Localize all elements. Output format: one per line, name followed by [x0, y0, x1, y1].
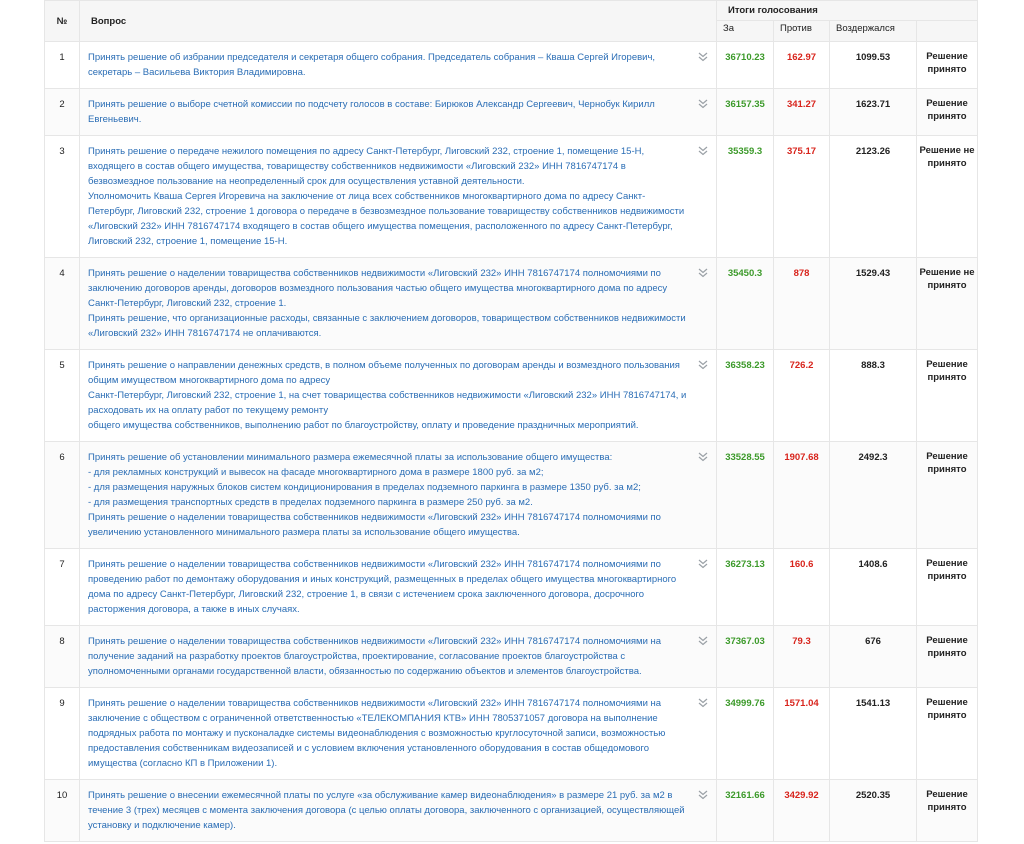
row-number: 5 [45, 350, 80, 442]
decision-result: Решение принято [917, 89, 978, 136]
table-row [45, 780, 978, 842]
row-number: 8 [45, 626, 80, 688]
table-row [45, 89, 978, 136]
double-chevron-down-icon[interactable] [697, 635, 709, 647]
question-text[interactable]: Принять решение об установлении минимального размера ежемесячной платы за использование общего имущества: - для рекламных конструкций и вывесок на фасаде многоквартирного дома в размере 1800 руб. за м2; - для размещения наружных блоков систем кондиционирования в пределах подземного паркинга в размере 1350 руб. за м2; - для размещения транспортных средств в пределах подземного паркинга в размере 250 руб. за м2. Принять решение о наделении товарищества собственников недвижимости «Лиговский 232» ИНН 7816747174 полномочиями по увеличению установленного минимального размера платы за использование общего имущества. [88, 452, 661, 538]
question-text[interactable]: Принять решение о выборе счетной комиссии по подсчету голосов в составе: Бирюков Александр Сергеевич, Чернобук Кирилл Евгеньевич. [88, 99, 655, 125]
votes-abstained: 2123.26 [830, 136, 917, 258]
votes-against: 162.97 [774, 42, 830, 89]
table-body [45, 42, 978, 842]
table-row [45, 350, 978, 442]
question-cell [80, 442, 717, 549]
table-row [45, 442, 978, 549]
question-cell [80, 42, 717, 89]
decision-result: Решение не принято [917, 136, 978, 258]
table-row [45, 258, 978, 350]
row-number: 1 [45, 42, 80, 89]
votes-against: 1907.68 [774, 442, 830, 549]
table-row [45, 688, 978, 780]
votes-against: 878 [774, 258, 830, 350]
question-cell [80, 258, 717, 350]
voting-results-table [44, 0, 978, 842]
double-chevron-down-icon[interactable] [697, 789, 709, 801]
question-cell [80, 688, 717, 780]
question-cell [80, 549, 717, 626]
table-row [45, 42, 978, 89]
voting-results-table-container [44, 0, 977, 842]
row-number: 3 [45, 136, 80, 258]
column-header-abstained: Воздержался [830, 21, 917, 42]
question-text[interactable]: Принять решение о наделении товарищества собственников недвижимости «Лиговский 232» ИНН 7816747174 полномочиями на получение заданий на разработку проектов благоустройства, проектирование, согласование проектов благоустройства с уполномоченными органами государственной власти, обязанностью по содержанию объектов и элементов благоустройства. [88, 636, 662, 677]
question-text[interactable]: Принять решение о внесении ежемесячной платы по услуге «за обслуживание камер видеонаблюдения» в размере 21 руб. за м2 в течение 3 (трех) месяцев с момента заключения договора (с целью оплаты договора, заключенного с организацией, осуществляющей установку и подключение камер). [88, 790, 685, 831]
question-cell [80, 780, 717, 842]
decision-result: Решение принято [917, 549, 978, 626]
votes-for: 36710.23 [717, 42, 774, 89]
table-row [45, 626, 978, 688]
decision-result: Решение принято [917, 780, 978, 842]
votes-for: 32161.66 [717, 780, 774, 842]
votes-abstained: 1408.6 [830, 549, 917, 626]
row-number: 4 [45, 258, 80, 350]
question-text[interactable]: Принять решение о наделении товарищества собственников недвижимости «Лиговский 232» ИНН 7816747174 полномочиями на заключение с обществом с ограниченной ответственностью «ТЕЛЕКОМПАНИЯ КТВ» ИНН 7805371057 договора на выполнение подрядных работа по монтажу и пусконаладке системы видеонаблюдения с возможностью круглосуточной записи, возможностью предоставления собственникам видеозаписей и с условием включения установленного оборудования в состав общедомового имущества (согласно КП в Приложении 1). [88, 698, 666, 769]
column-header-question: Вопрос [80, 1, 717, 42]
decision-result: Решение принято [917, 42, 978, 89]
question-text[interactable]: Принять решение об избрании председателя и секретаря общего собрания. Председатель собрания – Кваша Сергей Игоревич, секретарь – Васильева Виктория Владимировна. [88, 52, 656, 78]
votes-abstained: 1529.43 [830, 258, 917, 350]
votes-against: 1571.04 [774, 688, 830, 780]
question-cell [80, 89, 717, 136]
double-chevron-down-icon[interactable] [697, 451, 709, 463]
column-header-number: № [45, 1, 80, 42]
question-text[interactable]: Принять решение о наделении товарищества собственников недвижимости «Лиговский 232» ИНН 7816747174 полномочиями по заключению договоров аренды, договоров возмездного пользования частью общего имущества многоквартирного дома по адресу Санкт-Петербург, Лиговский 232, строение 1. Принять решение, что организационные расходы, связанные с заключением договоров, товариществом собственников недвижимости «Лиговский 232» ИНН 7816747174 не оплачиваются. [88, 268, 686, 339]
table-row [45, 549, 978, 626]
double-chevron-down-icon[interactable] [697, 697, 709, 709]
votes-abstained: 676 [830, 626, 917, 688]
question-cell [80, 136, 717, 258]
votes-abstained: 1541.13 [830, 688, 917, 780]
double-chevron-down-icon[interactable] [697, 51, 709, 63]
table-row [45, 136, 978, 258]
row-number: 7 [45, 549, 80, 626]
double-chevron-down-icon[interactable] [697, 359, 709, 371]
double-chevron-down-icon[interactable] [697, 145, 709, 157]
votes-abstained: 2520.35 [830, 780, 917, 842]
question-text[interactable]: Принять решение о наделении товарищества собственников недвижимости «Лиговский 232» ИНН 7816747174 полномочиями по проведению работ по демонтажу оборудования и иных конструкций, размещенных в пределах общего имущества многоквартирного дома по адресу Санкт-Петербург, Лиговский 232, строение 1, в связи с истечением срока заключенного договора, досрочного расторжения договора, а также в иных случаях. [88, 559, 677, 615]
column-header-result [917, 21, 978, 42]
votes-for: 35359.3 [717, 136, 774, 258]
votes-against: 79.3 [774, 626, 830, 688]
votes-abstained: 1623.71 [830, 89, 917, 136]
decision-result: Решение принято [917, 442, 978, 549]
question-text[interactable]: Принять решение о передаче нежилого помещения по адресу Санкт-Петербург, Лиговский 232, строение 1, помещение 15-Н, входящего в состав общего имущества, товариществу собственников недвижимости «Лиговский 232» ИНН 7816747174 в безвозмездное пользование на неопределенный срок для осуществления уставной деятельности. Уполномочить Кваша Сергея Игоревича на заключение от лица всех собственников многоквартирного дома по адресу Санкт-Петербург, Лиговский 232, строение 1 договора о передаче в безвозмездное пользование товариществу собственников недвижимости «Лиговский 232» ИНН 7816747174 входящего в состав общего имущества помещения, расположенного по адресу Санкт-Петербург, Лиговский 232, строение 1, помещение 15-Н. [88, 146, 685, 247]
votes-for: 33528.55 [717, 442, 774, 549]
row-number: 2 [45, 89, 80, 136]
votes-for: 37367.03 [717, 626, 774, 688]
votes-abstained: 2492.3 [830, 442, 917, 549]
votes-against: 341.27 [774, 89, 830, 136]
votes-for: 36157.35 [717, 89, 774, 136]
decision-result: Решение не принято [917, 258, 978, 350]
table-header [45, 1, 978, 42]
question-text[interactable]: Принять решение о направлении денежных средств, в полном объеме полученных по договорам аренды и возмездного пользования общим имуществом многоквартирного дома по адресу Санкт-Петербург, Лиговский 232, строение 1, на счет товарищества собственников недвижимости «Лиговский 232» ИНН 7816747174, и расходовать их на оплату работ по текущему ремонту общего имущества собственников, выполнению работ по благоустройству, оплату и проведение праздничных мероприятий. [88, 360, 687, 431]
votes-for: 35450.3 [717, 258, 774, 350]
column-header-for: За [717, 21, 774, 42]
votes-abstained: 1099.53 [830, 42, 917, 89]
decision-result: Решение принято [917, 350, 978, 442]
decision-result: Решение принято [917, 688, 978, 780]
row-number: 10 [45, 780, 80, 842]
column-header-voting-results: Итоги голосования [717, 1, 978, 21]
votes-against: 726.2 [774, 350, 830, 442]
row-number: 9 [45, 688, 80, 780]
votes-for: 36358.23 [717, 350, 774, 442]
column-header-against: Против [774, 21, 830, 42]
double-chevron-down-icon[interactable] [697, 267, 709, 279]
row-number: 6 [45, 442, 80, 549]
double-chevron-down-icon[interactable] [697, 98, 709, 110]
question-cell [80, 626, 717, 688]
votes-against: 3429.92 [774, 780, 830, 842]
votes-against: 160.6 [774, 549, 830, 626]
votes-against: 375.17 [774, 136, 830, 258]
question-cell [80, 350, 717, 442]
votes-abstained: 888.3 [830, 350, 917, 442]
decision-result: Решение принято [917, 626, 978, 688]
double-chevron-down-icon[interactable] [697, 558, 709, 570]
votes-for: 36273.13 [717, 549, 774, 626]
votes-for: 34999.76 [717, 688, 774, 780]
